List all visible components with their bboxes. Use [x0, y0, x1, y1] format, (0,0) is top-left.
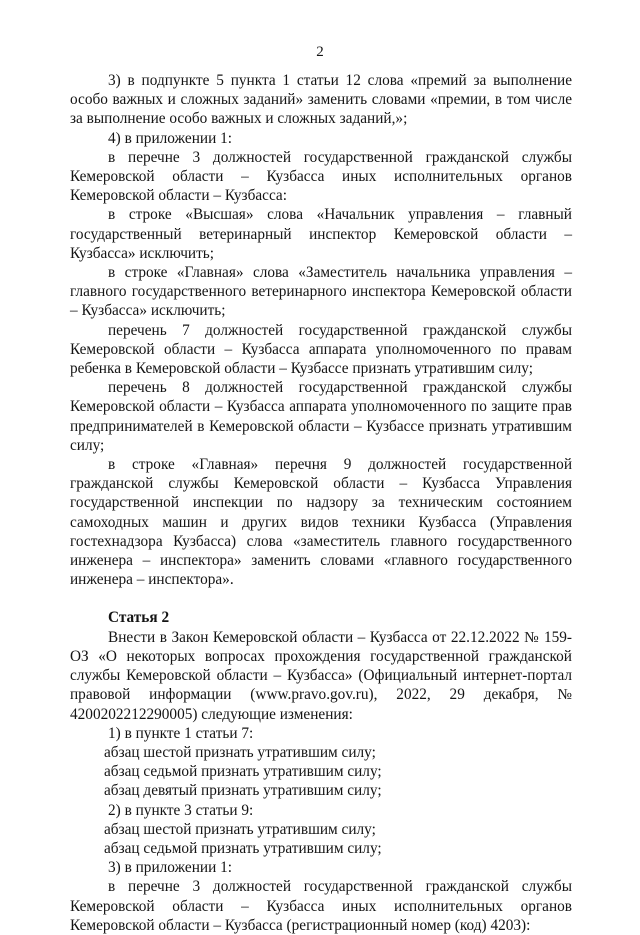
paragraph: 4) в приложении 1:	[108, 129, 232, 147]
paragraph: абзац шестой признать утратившим силу;	[104, 743, 376, 761]
paragraph: перечень 8 должностей государственной гражданской службы Кемеровской области – Кузбасса аппарата уполномоченного по защите прав предпринимателей в Кемеровской области – Кузбассе признать утратившим силу;	[70, 379, 572, 454]
paragraph: 2) в пункте 3 статьи 9:	[108, 801, 254, 819]
paragraph: в строке «Главная» перечня 9 должностей государственной гражданской службы Кемеровской области – Кузбасса Управления государственной инспекции по надзору за техническим состоянием самоходных машин и других видов техники Кузбасса (Управления гостехнадзора Кузбасса) слова «заместитель главного государственного инженера – инспектора» заменить словами «главного государственного инженера – инспектора».	[70, 456, 572, 589]
paragraph: абзац седьмой признать утратившим силу;	[104, 839, 382, 857]
paragraph: перечень 7 должностей государственной гражданской службы Кемеровской области – Кузбасса аппарата уполномоченного по правам ребенка в Кемеровской области – Кузбассе признать утратившим силу;	[70, 321, 572, 378]
paragraph: Внести в Закон Кемеровской области – Кузбасса от 22.12.2022 № 159-ОЗ «О некоторых вопросах прохождения государственной гражданской службы Кемеровской области – Кузбасса» (Официальный интернет-портал правовой информации (www.pravo.gov.ru), 2022, 29 декабря, № 4200202212290005) следующие изменения:	[70, 628, 572, 723]
page-number: 2	[316, 44, 324, 60]
spacer	[70, 589, 572, 608]
paragraph: 1) в пункте 1 статьи 7:	[108, 724, 254, 742]
paragraph: в перечне 3 должностей государственной гражданской службы Кемеровской области – Кузбасса иных исполнительных органов Кемеровской области – Кузбасса (регистрационный номер (код) 4203):	[70, 878, 572, 934]
paragraph: 3) в приложении 1:	[108, 859, 232, 877]
document-body	[70, 71, 572, 935]
article-heading: Статья 2	[108, 609, 170, 627]
paragraph: абзац девятый признать утратившим силу;	[104, 782, 382, 800]
paragraph: абзац седьмой признать утратившим силу;	[104, 763, 382, 781]
paragraph: в строке «Высшая» слова «Начальник управления – главный государственный ветеринарный инспектор Кемеровской области – Кузбасса» исключить;	[70, 206, 572, 262]
paragraph: абзац шестой признать утратившим силу;	[104, 820, 376, 838]
paragraph: в перечне 3 должностей государственной гражданской службы Кемеровской области – Кузбасса иных исполнительных органов Кемеровской области – Кузбасса:	[70, 148, 572, 205]
paragraph: в строке «Главная» слова «Заместитель начальника управления – главного государственного ветеринарного инспектора Кемеровской области – Кузбасса» исключить;	[70, 264, 572, 320]
paragraph: 3) в подпункте 5 пункта 1 статьи 12 слова «премий за выполнение особо важных и сложных заданий» заменить словами «премии, в том числе за выполнение особо важных и сложных заданий,»;	[70, 72, 572, 128]
